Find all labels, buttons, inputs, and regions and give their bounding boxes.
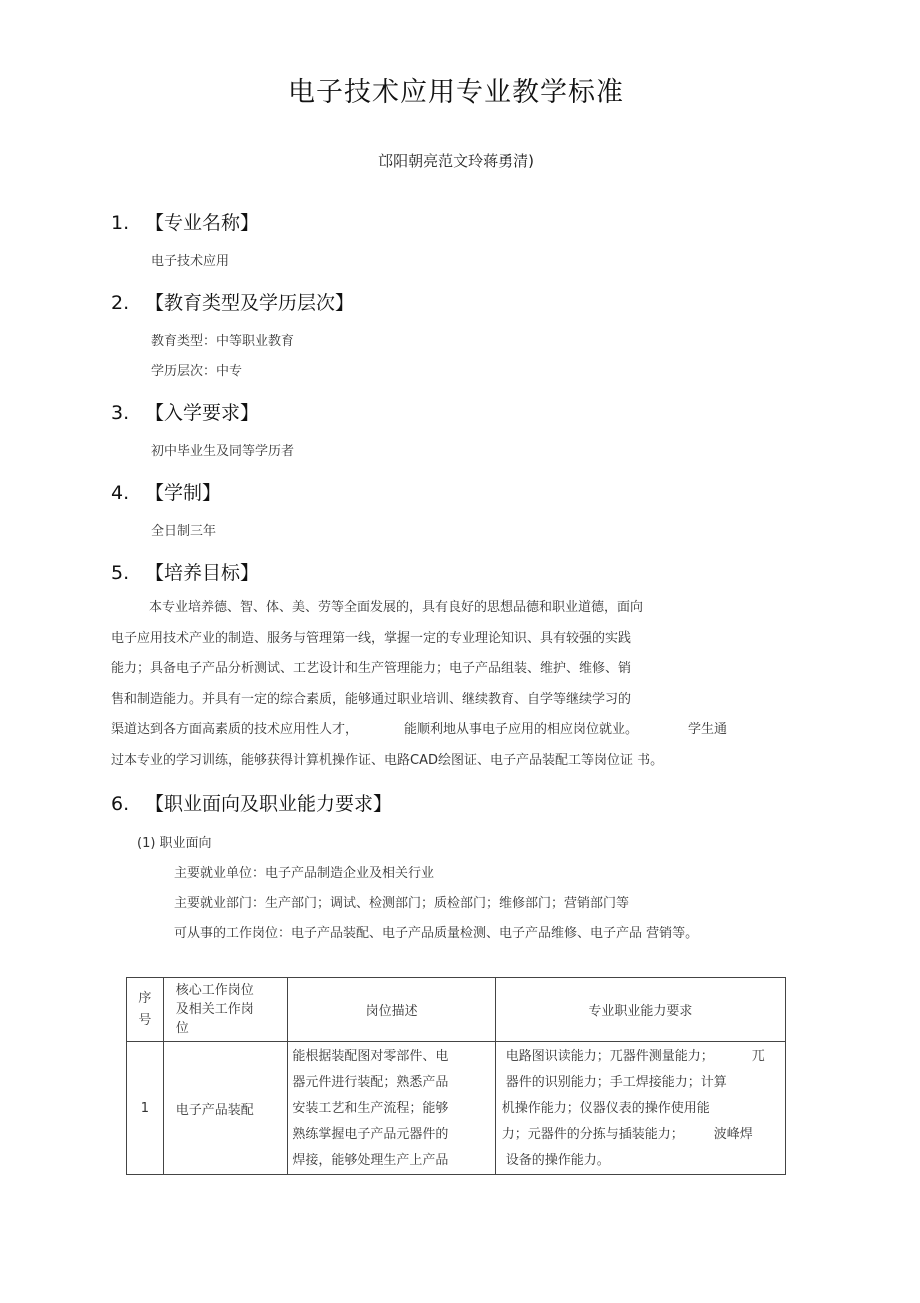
section-heading-2	[111, 288, 354, 315]
section-number: 3.	[111, 402, 130, 424]
cell-req	[495, 1042, 785, 1175]
paragraph-segment: 能顺利地从事电子应用的相应岗位就业。	[404, 722, 639, 737]
section-heading-5	[111, 558, 259, 585]
header-text: 核心工作岗位	[175, 983, 254, 998]
cell-segment: 兀	[751, 1049, 765, 1064]
section-text: 全日制三年	[151, 524, 217, 539]
header-req: 专业职业能力要求	[495, 978, 785, 1042]
section-title: 【专业名称】	[145, 212, 260, 234]
section-heading-1	[111, 208, 259, 235]
cell-line: 焊接，能够处理生产上产品	[292, 1153, 449, 1168]
section-number: 1.	[111, 212, 130, 234]
section-number: 6.	[111, 793, 130, 815]
cell-segment: 力；元器件的分拣与插装能力；	[501, 1127, 684, 1142]
cell-line: 器件的识别能力；手工焊接能力；计算	[505, 1075, 727, 1090]
section-text: 学历层次：中专	[151, 364, 243, 379]
section-text: 教育类型：中等职业教育	[151, 334, 295, 349]
section-heading-4	[111, 478, 221, 505]
cell-line: 能根据装配图对零部件、电	[292, 1049, 449, 1064]
header-desc: 岗位描述	[288, 978, 495, 1042]
section-number: 4.	[111, 482, 130, 504]
cell-line: 熟练掌握电子产品元器件的	[292, 1127, 449, 1142]
cell-seq: 1	[127, 1042, 164, 1175]
header-text: 号	[138, 1012, 152, 1028]
job-ability-table	[126, 977, 786, 1175]
section-title: 【学制】	[145, 482, 222, 504]
section-text: 主要就业单位：电子产品制造企业及相关行业	[174, 866, 435, 881]
cell-segment: 电路图识读能力；兀器件测量能力；	[505, 1049, 714, 1064]
subsection-heading: (1) 职业面向	[137, 836, 212, 851]
paragraph-line: 过本专业的学习训练，能够获得计算机操作证、电路CAD绘图证、电子产品装配工等岗位证 书。	[111, 752, 664, 768]
section-heading-6	[111, 789, 392, 816]
cell-segment: 波峰焊	[713, 1127, 753, 1142]
paragraph-line: 本专业培养德、智、体、美、劳等全面发展的，具有良好的思想品德和职业道德，面向	[149, 600, 644, 615]
paragraph-segment: 学生通	[688, 722, 728, 737]
cell-line	[502, 1044, 785, 1070]
header-text: 位	[175, 1021, 189, 1036]
section-text: 主要就业部门：生产部门；调试、检测部门；质检部门；维修部门；营销部门等	[174, 896, 630, 911]
header-seq	[127, 978, 164, 1042]
section-heading-3	[111, 398, 259, 425]
table-header-row	[127, 978, 786, 1042]
document-author: 邙阳朝亮范文玲蒋勇清)	[378, 152, 534, 170]
section-text: 可从事的工作岗位：电子产品装配、电子产品质量检测、电子产品维修、电子产品 营销等。	[174, 926, 699, 941]
cell-desc	[288, 1042, 495, 1175]
section-title: 【职业面向及职业能力要求】	[145, 793, 393, 815]
section-title: 【教育类型及学历层次】	[145, 292, 355, 314]
section-text: 初中毕业生及同等学历者	[151, 444, 295, 459]
paragraph-line: 能力；具备电子产品分析测试、工艺设计和生产管理能力；电子产品组装、维护、维修、销	[111, 661, 632, 676]
cell-line: 机操作能力；仪器仪表的操作使用能	[501, 1101, 710, 1116]
paragraph-line	[111, 715, 751, 746]
cell-line: 安装工艺和生产流程；能够	[292, 1101, 449, 1116]
document-title: 电子技术应用专业教学标准	[288, 77, 624, 108]
header-text: 及相关工作岗	[175, 1002, 254, 1017]
section-number: 5.	[111, 562, 130, 584]
cell-line: 器元件进行装配；熟悉产品	[292, 1075, 449, 1090]
section-text: 电子技术应用	[151, 254, 230, 269]
section-number: 2.	[111, 292, 130, 314]
paragraph-line: 电子应用技术产业的制造、服务与管理第一线，掌握一定的专业理论知识、具有较强的实践	[111, 630, 632, 646]
header-post	[163, 978, 288, 1042]
table-row	[127, 1042, 786, 1175]
paragraph-line: 售和制造能力。并具有一定的综合素质，能够通过职业培训、继续教育、自学等继续学习的	[111, 691, 632, 707]
cell-line	[502, 1122, 785, 1148]
paragraph-segment: 渠道达到各方面高素质的技术应用性人才，	[111, 722, 359, 737]
cell-post: 电子产品装配	[163, 1042, 288, 1175]
objective-paragraph	[111, 593, 751, 776]
section-title: 【培养目标】	[145, 562, 260, 584]
section-title: 【入学要求】	[145, 402, 260, 424]
cell-line: 设备的操作能力。	[505, 1153, 610, 1168]
header-text: 序	[138, 990, 152, 1006]
